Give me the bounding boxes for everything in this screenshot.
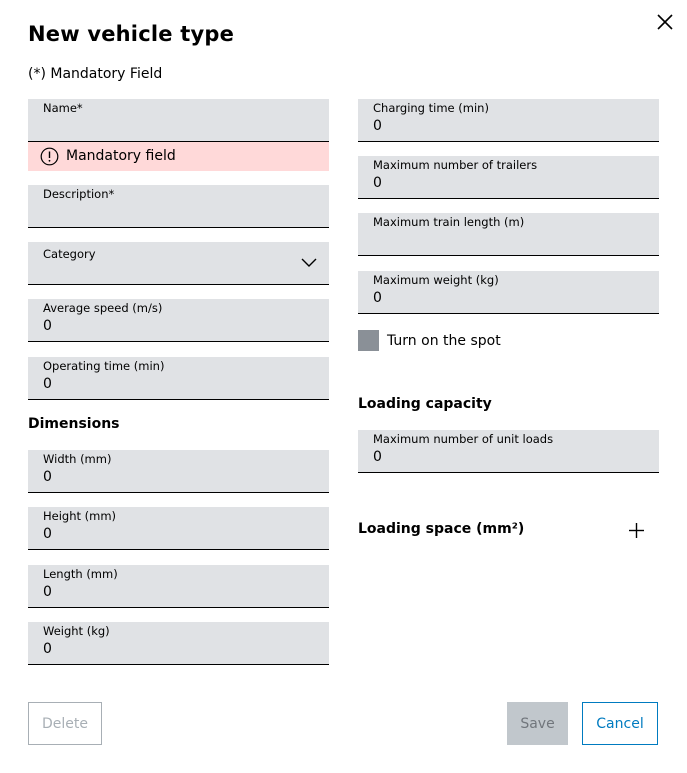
operating-time-value: 0 [43, 376, 52, 392]
description-label: Description* [43, 187, 115, 201]
weight-label: Weight (kg) [43, 624, 110, 638]
max-unit-loads-value: 0 [373, 449, 382, 465]
width-field[interactable] [28, 450, 329, 493]
height-field[interactable] [28, 507, 329, 550]
turn-on-spot-row[interactable] [358, 330, 501, 351]
max-trailers-label: Maximum number of trailers [373, 158, 538, 172]
length-value: 0 [43, 584, 52, 600]
max-trailers-value: 0 [373, 175, 382, 191]
name-error-message [28, 142, 329, 171]
charging-time-label: Charging time (min) [373, 101, 489, 115]
add-loading-space-icon[interactable] [628, 522, 645, 539]
average-speed-value: 0 [43, 318, 52, 334]
name-error-text: Mandatory field [66, 148, 176, 164]
charging-time-field[interactable] [358, 99, 659, 142]
loading-capacity-heading: Loading capacity [358, 396, 492, 412]
turn-on-spot-label: Turn on the spot [387, 332, 501, 349]
average-speed-label: Average speed (m/s) [43, 301, 163, 315]
loading-space-heading: Loading space (mm²) [358, 521, 525, 537]
turn-on-spot-checkbox[interactable] [358, 330, 379, 351]
name-label: Name* [43, 101, 83, 115]
max-weight-field[interactable] [358, 271, 659, 314]
weight-value: 0 [43, 641, 52, 657]
mandatory-note: (*) Mandatory Field [28, 66, 163, 82]
height-label: Height (mm) [43, 509, 117, 523]
max-train-length-field[interactable] [358, 213, 659, 256]
warning-icon [40, 147, 59, 166]
max-trailers-field[interactable] [358, 156, 659, 199]
delete-button[interactable]: Delete [28, 702, 102, 745]
length-label: Length (mm) [43, 567, 118, 581]
category-select[interactable] [28, 242, 329, 285]
width-value: 0 [43, 469, 52, 485]
length-field[interactable] [28, 565, 329, 608]
save-button[interactable]: Save [507, 702, 568, 745]
height-value: 0 [43, 526, 52, 542]
max-train-length-label: Maximum train length (m) [373, 215, 525, 229]
description-field[interactable] [28, 185, 329, 228]
max-unit-loads-label: Maximum number of unit loads [373, 432, 554, 446]
dialog-title: New vehicle type [28, 22, 235, 46]
close-icon[interactable] [655, 12, 675, 32]
average-speed-field[interactable] [28, 299, 329, 342]
dimensions-heading: Dimensions [28, 416, 120, 432]
operating-time-field[interactable] [28, 357, 329, 400]
max-weight-value: 0 [373, 290, 382, 306]
chevron-down-icon [301, 256, 317, 268]
operating-time-label: Operating time (min) [43, 359, 165, 373]
weight-field[interactable] [28, 622, 329, 665]
charging-time-value: 0 [373, 118, 382, 134]
cancel-button[interactable]: Cancel [582, 702, 658, 745]
max-weight-label: Maximum weight (kg) [373, 273, 499, 287]
category-label: Category [43, 247, 96, 261]
max-unit-loads-field[interactable] [358, 430, 659, 473]
width-label: Width (mm) [43, 452, 112, 466]
name-field[interactable] [28, 99, 329, 142]
